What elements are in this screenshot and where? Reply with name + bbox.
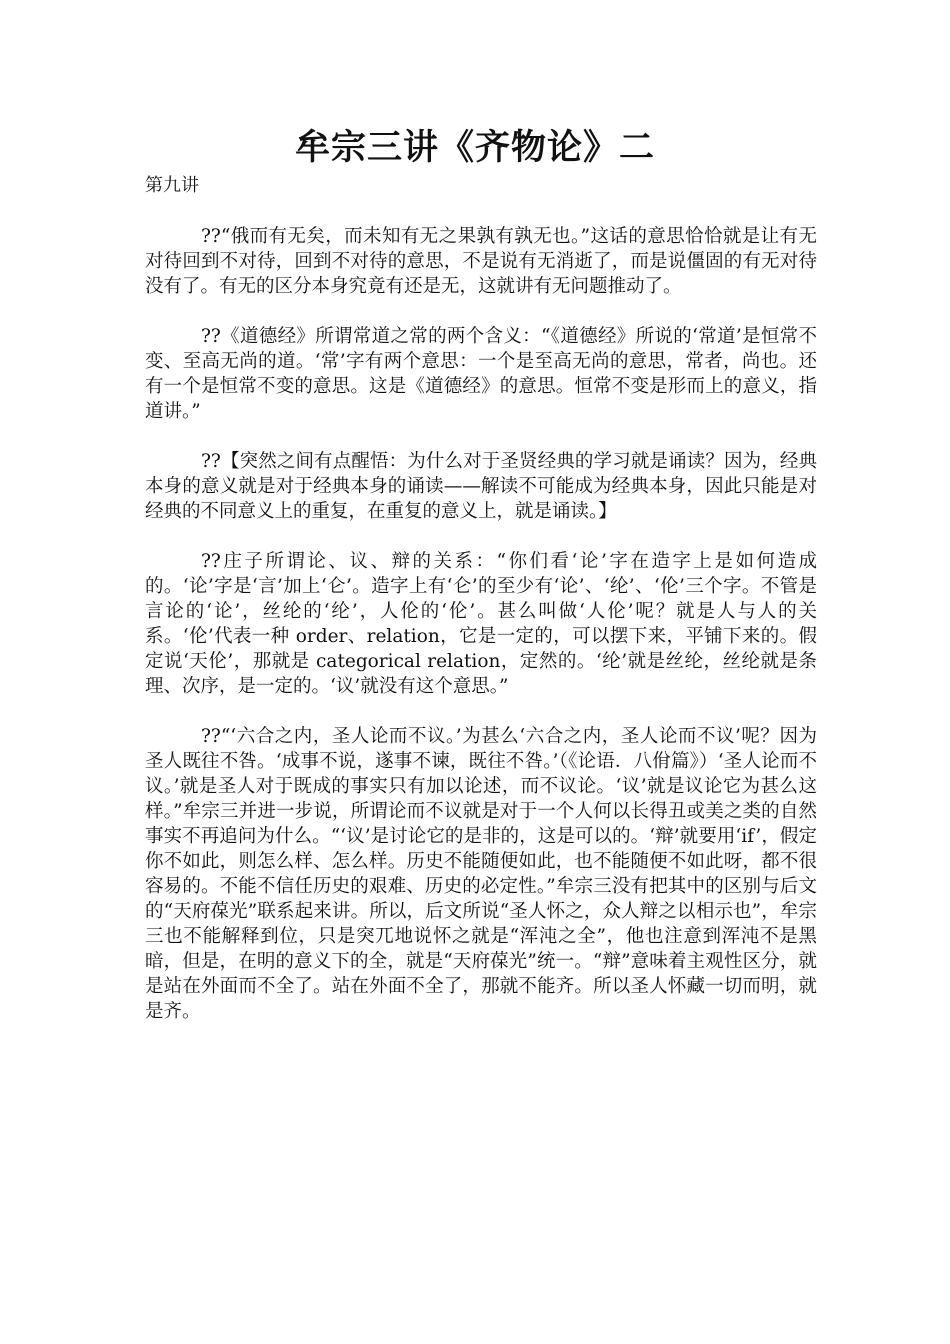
paragraph: ??“‘六合之内，圣人论而不议。’为甚么‘六合之内，圣人论而不议’呢？因为圣人既往不咎。‘成事不说，遂事不谏，既往不咎。’（《论语．八佾篇》）‘圣人论而不议。’就是圣人对于既成的事实只有加以论述，而不议论。‘议’就是议论它为甚么这样。”牟宗三并进一步说，所谓论而不议就是对于一个人何以长得丑或美之类的自然事实不再追问为什么。“‘议’是讨论它的是非的，这是可以的。‘辩’就要用‘if’，假定你不如此，则怎么样、怎么样。历史不能随便如此，也不能随便不如此呀，都不很容易的。不能不信任历史的艰难、历史的必定性。”牟宗三没有把其中的区别与后文的“天府葆光”联系起来讲。所以，后文所说“圣人怀之，众人辩之以相示也”，牟宗三也不能解释到位，只是突兀地说怀之就是“浑沌之全”，他也注意到浑沌不是黑暗，但是，在明的意义下的全，就是“天府葆光”统一。“辩”意味着主观性区分，就是站在外面而不全了。站在外面不全了，那就不能齐。所以圣人怀藏一切而明，就是齐。 [145, 726, 817, 1022]
paragraph: ??庄子所谓论、议、辩的关系：“你们看‘论’字在造字上是如何造成的。‘论’字是‘言’加上‘仑’。造字上有‘仑’的至少有‘论’、‘纶’、‘伦’三个字。不管是言论的‘论’，丝纶的‘纶’，人伦的‘伦’。甚么叫做‘人伦’呢？就是人与人的关系。‘伦’代表一种 order、relation，它是一定的，可以摆下来，平铺下来的。假定说‘天伦’，那就是 categorical relation，定然的。‘纶’就是丝纶，丝纶就是条理、次序，是一定的。‘议’就没有这个意思。” [145, 551, 817, 697]
document-body [145, 224, 817, 1049]
paragraph: ??【突然之间有点醒悟：为什么对于圣贤经典的学习就是诵读？因为，经典本身的意义就是对于经典本身的诵读——解读不可能成为经典本身，因此只能是对经典的不同意义上的重复，在重复的意义上，就是诵读。】 [145, 451, 817, 522]
paragraph: ??“俄而有无矣，而未知有无之果孰有孰无也。”这话的意思恰恰就是让有无对待回到不对待，回到不对待的意思，不是说有无消逝了，而是说僵固的有无对待没有了。有无的区分本身究竟有还是无，这就讲有无问题推动了。 [145, 226, 817, 297]
lecture-number: 第九讲 [145, 175, 199, 196]
paragraph: ??《道德经》所谓常道之常的两个含义：“《道德经》所说的‘常道’是恒常不变、至高无尚的道。‘常’字有两个意思：一个是至高无尚的意思，常者，尚也。还有一个是恒常不变的意思。这是《道德经》的意思。恒常不变是形而上的意义，指道讲。” [145, 326, 817, 422]
page-title: 牟宗三讲《齐物论》二 [294, 128, 655, 168]
